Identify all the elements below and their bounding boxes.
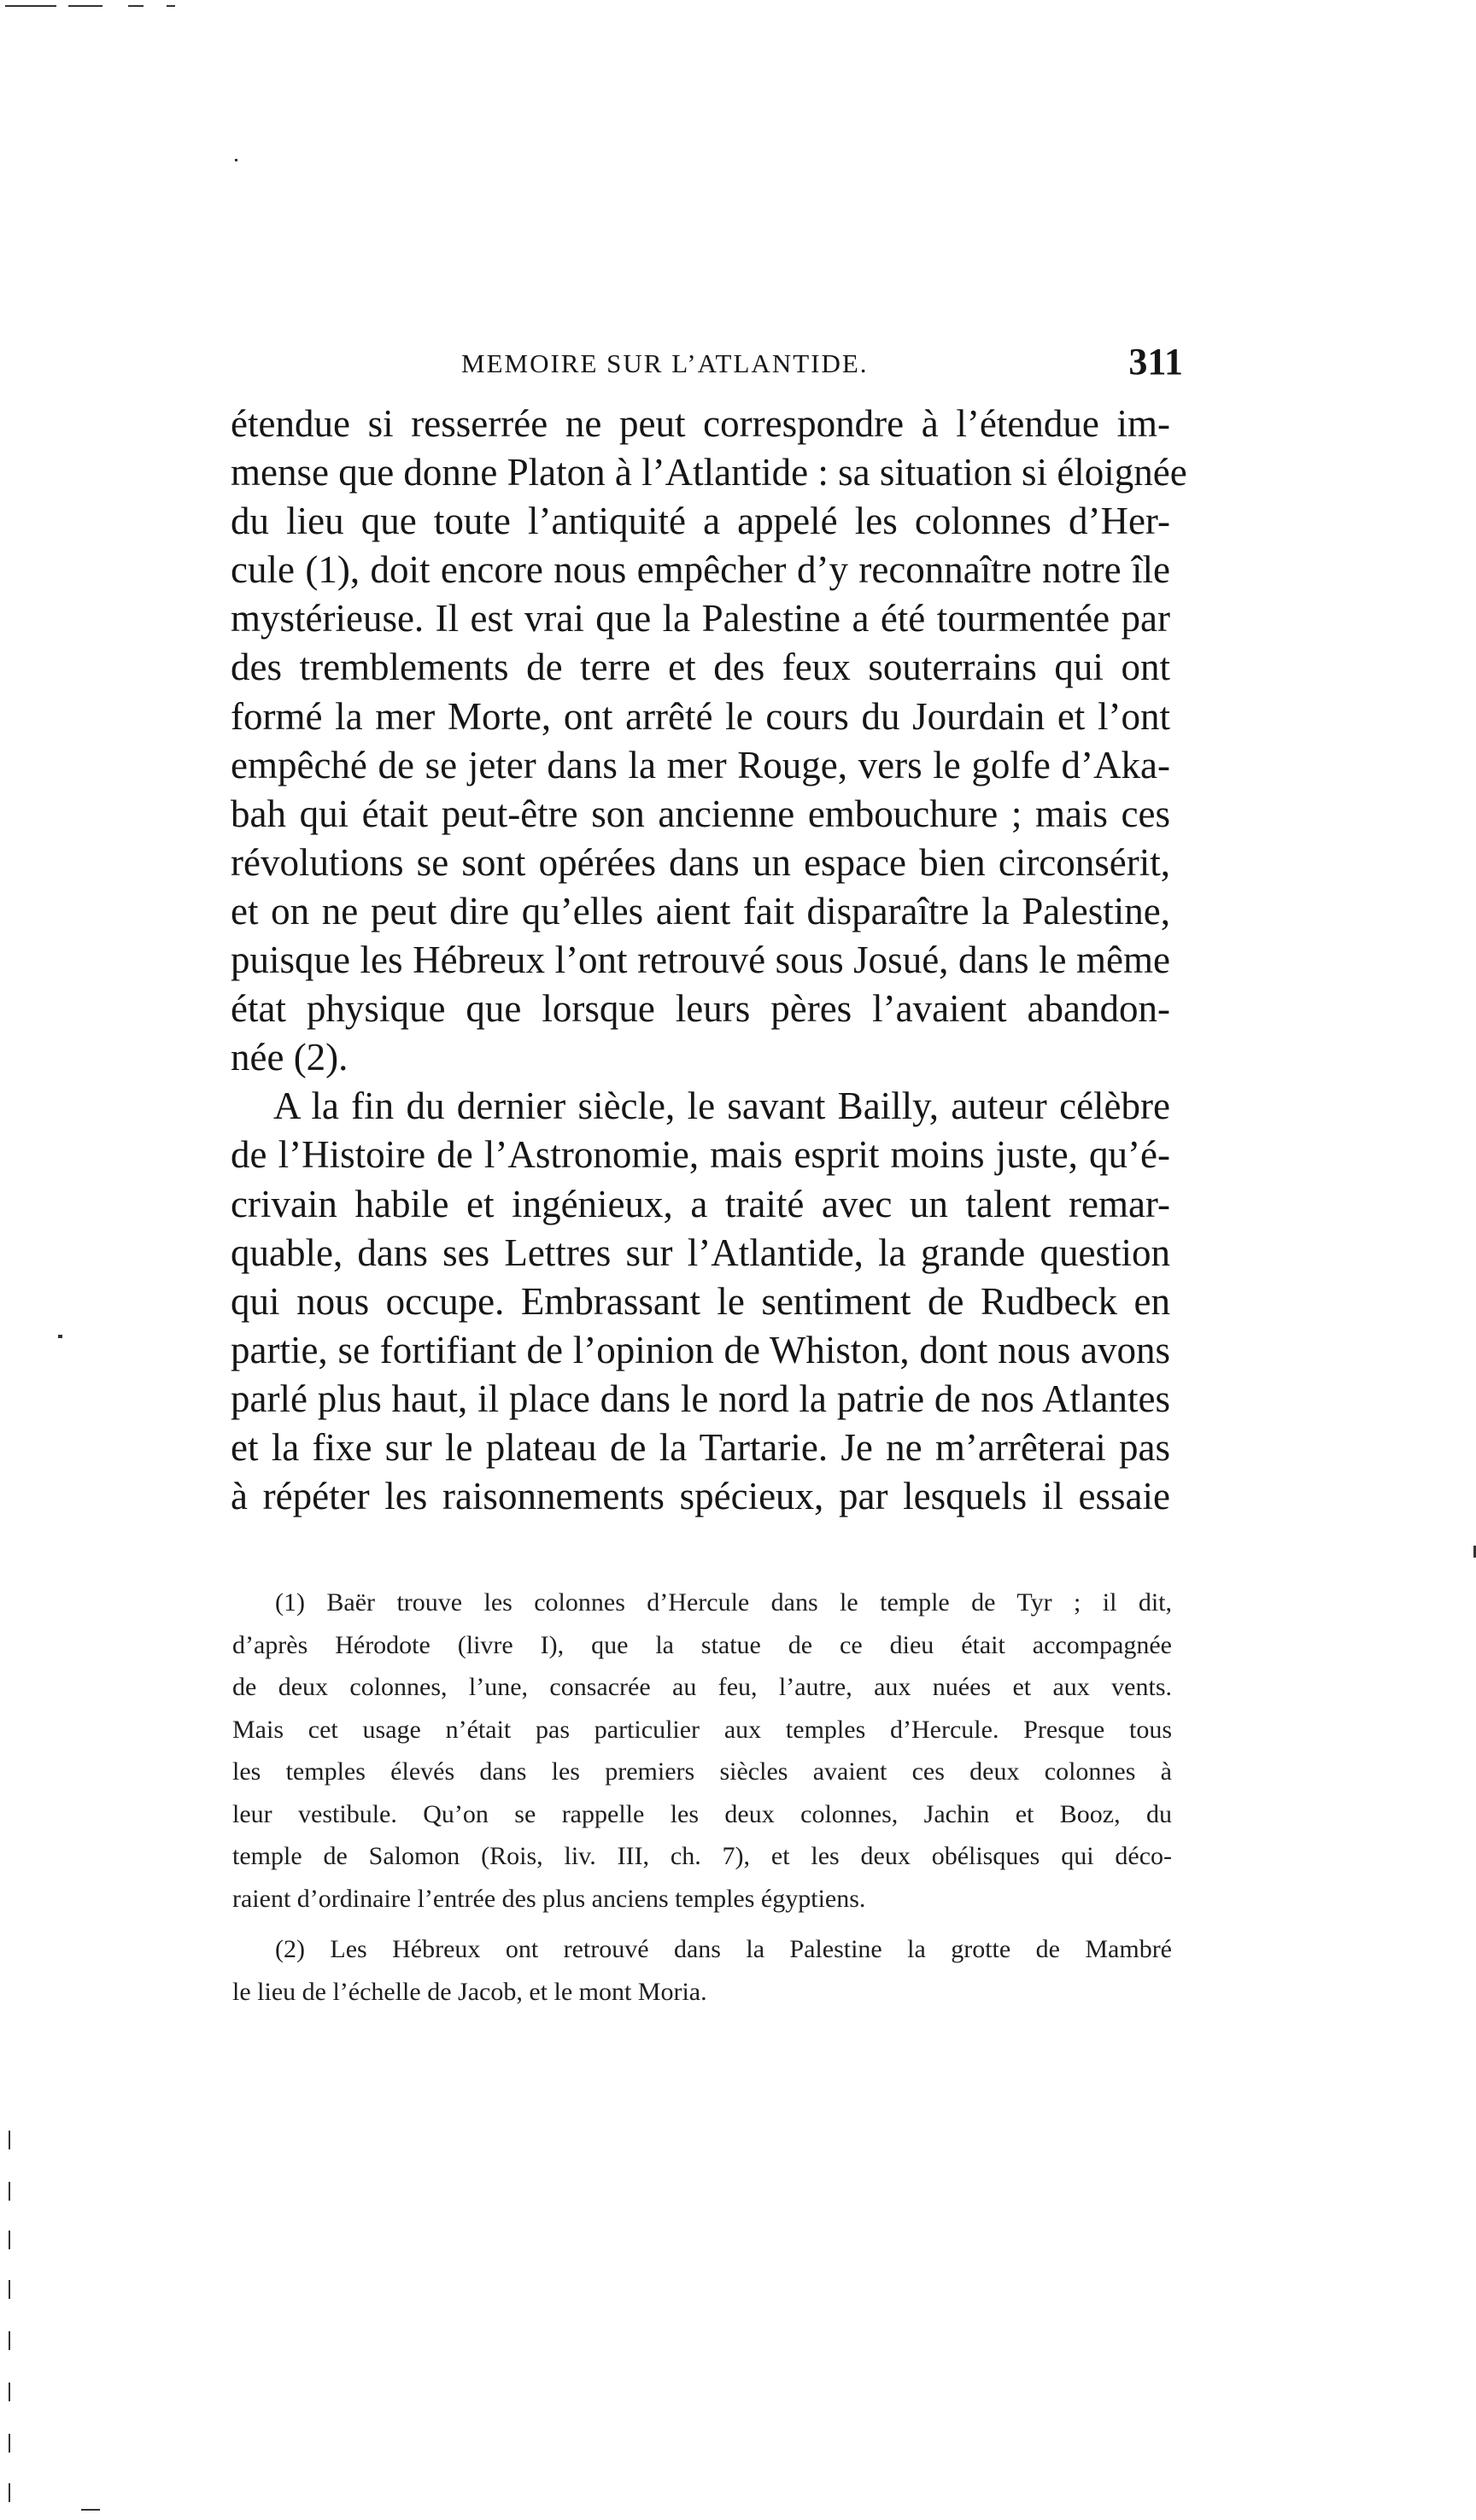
footnote-line: le lieu de l’échelle de Jacob, et le mont Moria. xyxy=(232,1977,707,2006)
footnote-line: (2) Les Hébreux ont retrouvé dans la Palestine la grotte de Mambré xyxy=(275,1935,1172,1963)
text-line: mense que donne Platon à l’Atlantide : sa situation si éloignée xyxy=(231,451,1187,494)
footnotes xyxy=(232,1582,1172,2013)
text-line: A la fin du dernier siècle, le savant Bailly, auteur célèbre xyxy=(273,1085,1170,1128)
text-line: née (2). xyxy=(231,1036,348,1079)
text-line: parlé plus haut, il place dans le nord la patrie de nos Atlantes xyxy=(231,1377,1170,1420)
text-line: bah qui était peut-être son ancienne embouchure ; mais ces xyxy=(231,792,1170,835)
text-line: révolutions se sont opérées dans un espace bien circonsérit, xyxy=(231,840,1170,884)
scan-mark xyxy=(9,2182,10,2201)
text-line: crivain habile et ingénieux, a traité avec un talent remar- xyxy=(231,1182,1170,1225)
text-line: puisque les Hébreux l’ont retrouvé sous Josué, dans le même xyxy=(231,938,1170,982)
footnote-line: (1) Baër trouve les colonnes d’Hercule dans le temple de Tyr ; il dit, xyxy=(275,1588,1172,1617)
footnote-line: temple de Salomon (Rois, liv. III, ch. 7), et les deux obélisques qui déco- xyxy=(232,1842,1172,1870)
scan-mark xyxy=(128,5,144,7)
text-line: état physique que lorsque leurs pères l’avaient abandon- xyxy=(231,987,1170,1031)
text-line: de l’Histoire de l’Astronomie, mais esprit moins juste, qu’é- xyxy=(231,1133,1170,1177)
text-line: formé la mer Morte, ont arrêté le cours du Jourdain et l’ont xyxy=(231,694,1170,738)
scan-mark xyxy=(235,159,237,161)
text-line: mystérieuse. Il est vrai que la Palestine a été tourmentée par xyxy=(231,597,1170,640)
text-line: cule (1), doit encore nous empêcher d’y reconnaître notre île xyxy=(231,548,1170,592)
footnote-line: de deux colonnes, l’une, consacrée au feu, l’autre, aux nuées et aux vents. xyxy=(232,1673,1172,1701)
text-line: du lieu que toute l’antiquité a appelé les colonnes d’Her- xyxy=(231,500,1170,543)
scan-mark xyxy=(58,1335,62,1338)
footnote-line: Mais cet usage n’était pas particulier aux temples d’Hercule. Presque tous xyxy=(232,1715,1172,1744)
footnote-line: raient d’ordinaire l’entrée des plus anciens temples égyptiens. xyxy=(232,1884,866,1913)
scan-mark xyxy=(9,2434,10,2453)
scan-mark xyxy=(81,2509,100,2511)
footnote-gap xyxy=(232,1920,1172,1928)
text-line: empêché de se jeter dans la mer Rouge, vers le golfe d’Aka- xyxy=(231,743,1170,786)
scan-mark xyxy=(9,2383,10,2401)
running-head xyxy=(231,341,1183,391)
scan-mark xyxy=(9,2483,10,2502)
footnote-line: d’après Hérodote (livre I), que la statue de ce dieu était accompagnée xyxy=(232,1630,1172,1659)
footnote-line: les temples élevés dans les premiers siècles avaient ces deux colonnes à xyxy=(232,1757,1172,1786)
text-line: à répéter les raisonnements spécieux, par lesquels il essaie xyxy=(231,1475,1170,1518)
text-line: et on ne peut dire qu’elles aient fait disparaître la Palestine, xyxy=(231,889,1170,933)
scan-mark xyxy=(9,2280,10,2299)
text-line: partie, se fortifiant de l’opinion de Whiston, dont nous avons xyxy=(231,1328,1170,1371)
scan-mark xyxy=(68,5,102,7)
scan-mark xyxy=(9,2231,10,2249)
text-line: étendue si resserrée ne peut correspondre à l’étendue im- xyxy=(231,402,1170,445)
text-line: des tremblements de terre et des feux souterrains qui ont xyxy=(231,646,1170,689)
running-title: MEMOIRE SUR L’ATLANTIDE. xyxy=(461,348,869,378)
text-line: qui nous occupe. Embrassant le sentiment de Rudbeck en xyxy=(231,1279,1170,1323)
scan-mark xyxy=(9,2131,10,2149)
main-text xyxy=(231,400,1187,1521)
page-number: 311 xyxy=(1128,341,1183,383)
scan-mark xyxy=(167,5,175,7)
text-line: et la fixe sur le plateau de la Tartarie. Je ne m’arrêterai pas xyxy=(231,1425,1170,1469)
footnote-line: leur vestibule. Qu’on se rappelle les deux colonnes, Jachin et Booz, du xyxy=(232,1799,1172,1828)
scan-mark xyxy=(5,5,56,7)
text-line: quable, dans ses Lettres sur l’Atlantide, la grande question xyxy=(231,1231,1170,1274)
scan-mark xyxy=(9,2331,10,2350)
